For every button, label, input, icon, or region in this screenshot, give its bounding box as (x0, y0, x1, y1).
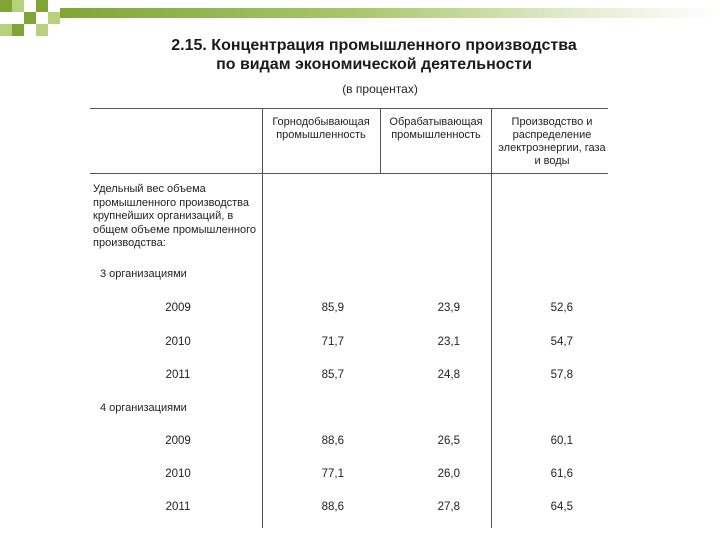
year-cell: 2009 (165, 435, 191, 447)
column-header-manufacturing: Обрабатывающая промышленность (389, 116, 483, 141)
value-manufacturing: 27,8 (437, 501, 460, 513)
value-utilities: 57,8 (550, 369, 573, 381)
value-manufacturing: 23,9 (437, 302, 460, 314)
row-description: Удельный вес объема промышленного производства крупнейших организаций, в общем объеме промышленного производства: (93, 183, 257, 249)
decorative-banner (0, 0, 720, 40)
value-manufacturing: 23,1 (437, 336, 460, 348)
table-top-rule (90, 108, 608, 109)
year-cell: 2011 (165, 501, 191, 513)
banner-square (24, 12, 36, 24)
value-manufacturing: 24,8 (437, 369, 460, 381)
value-utilities: 61,6 (550, 468, 573, 480)
column-header-utilities: Производство и распределение электроэнергии, газа и воды (498, 116, 606, 167)
value-utilities: 52,6 (550, 302, 573, 314)
value-mining: 77,1 (321, 468, 344, 480)
year-cell: 2009 (165, 302, 191, 314)
year-cell: 2010 (165, 336, 191, 348)
banner-square (36, 24, 48, 36)
title-line-2: по видам экономической деятельности (216, 56, 532, 73)
column-divider (262, 108, 263, 528)
page-title (0, 36, 720, 74)
banner-square (48, 12, 60, 24)
title-line-1: 2.15. Концентрация промышленного производства (171, 37, 577, 54)
value-mining: 88,6 (321, 501, 344, 513)
banner-square (0, 0, 12, 12)
group-label: 4 организациями (100, 402, 187, 414)
value-manufacturing: 26,5 (437, 435, 460, 447)
value-mining: 85,7 (321, 369, 344, 381)
column-divider (380, 108, 381, 174)
group-label: 3 организациями (100, 268, 187, 280)
value-mining: 71,7 (321, 336, 344, 348)
year-cell: 2010 (165, 468, 191, 480)
value-utilities: 54,7 (550, 336, 573, 348)
value-utilities: 64,5 (550, 501, 573, 513)
value-utilities: 60,1 (550, 435, 573, 447)
banner-square (12, 24, 24, 36)
units-note-text: (в процентах) (342, 82, 418, 96)
header-bottom-rule (90, 173, 608, 174)
year-cell: 2011 (165, 369, 191, 381)
banner-square (0, 24, 12, 36)
banner-gradient-bar (60, 8, 720, 18)
value-mining: 85,9 (321, 302, 344, 314)
value-manufacturing: 26,0 (437, 468, 460, 480)
value-mining: 88,6 (321, 435, 344, 447)
column-divider (491, 108, 492, 528)
banner-square (12, 0, 24, 12)
banner-square (36, 0, 48, 12)
units-note (0, 82, 720, 96)
column-header-mining: Горнодобывающая промышленность (272, 116, 370, 141)
